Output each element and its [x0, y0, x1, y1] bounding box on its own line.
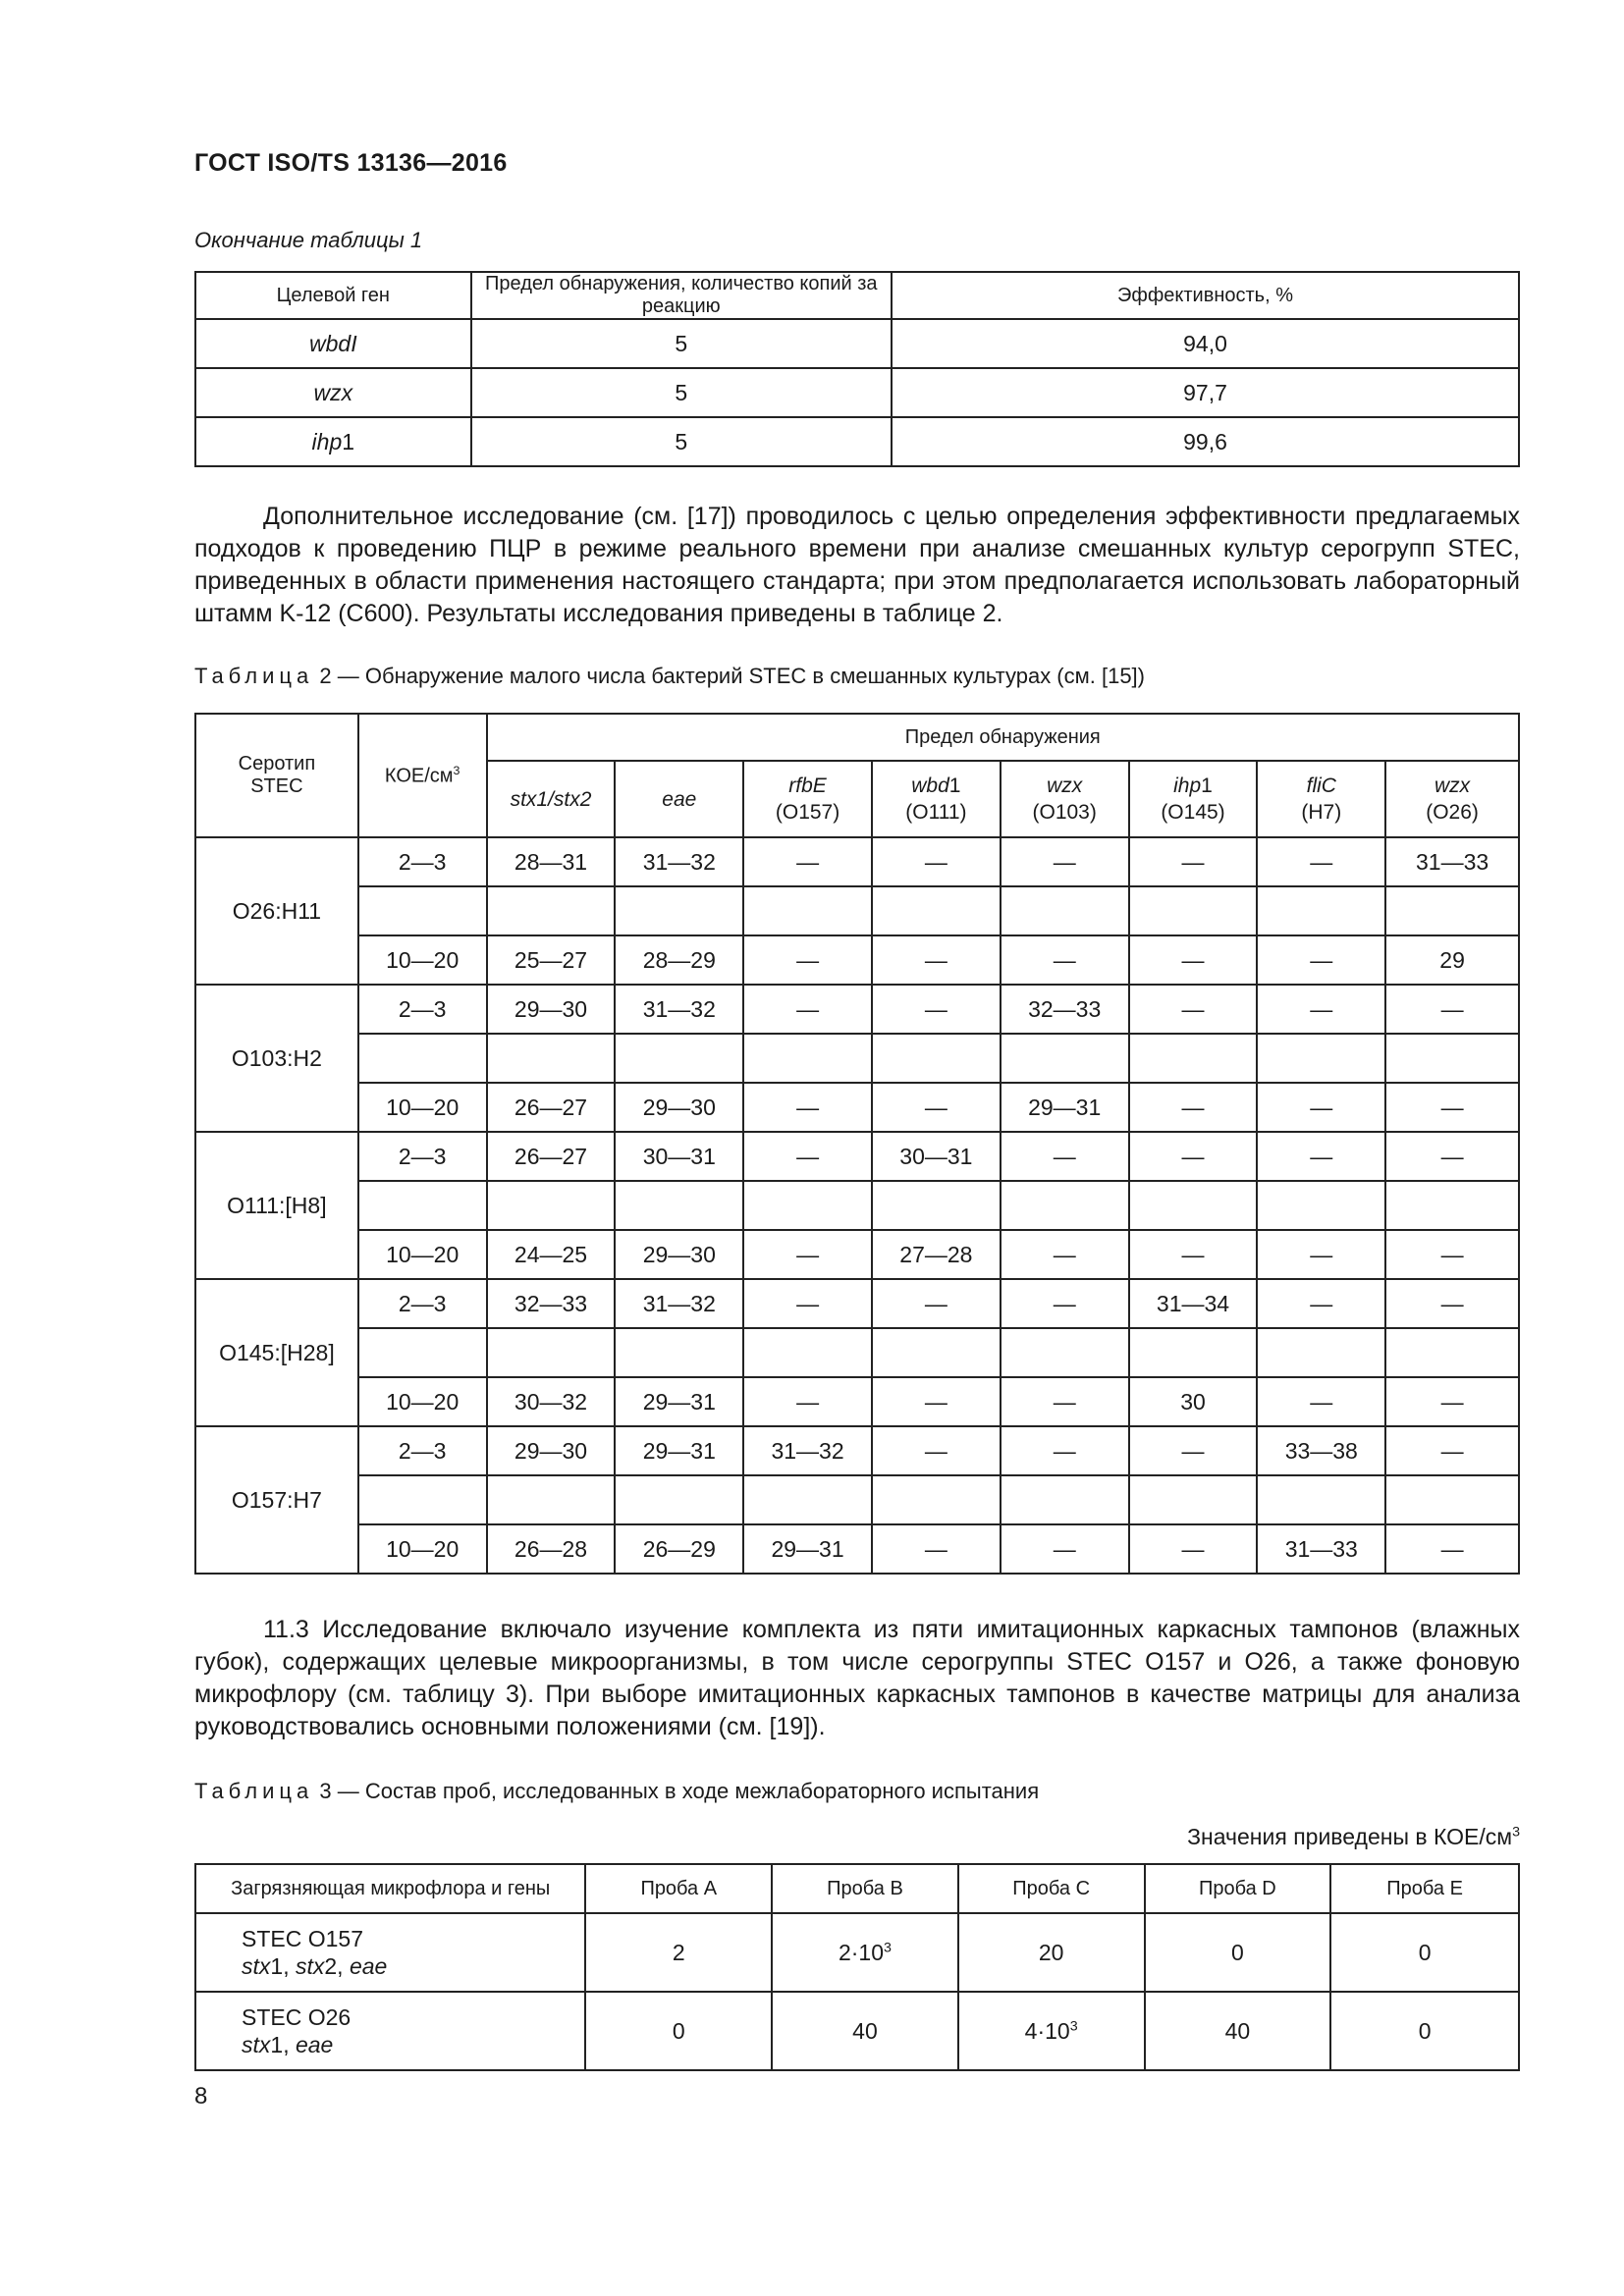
table-cell: —	[872, 1524, 1001, 1574]
table-cell	[358, 1034, 487, 1083]
table-cell	[1385, 1034, 1519, 1083]
table-cell	[1001, 1328, 1129, 1377]
table-cell: 29—31	[743, 1524, 872, 1574]
table-cell: —	[1257, 1083, 1385, 1132]
table-cell: 28—29	[615, 935, 743, 985]
table-cell	[1385, 1328, 1519, 1377]
table-cell	[1129, 1328, 1258, 1377]
table-row	[195, 935, 1519, 985]
table-row	[195, 368, 1519, 417]
table2-header-limit: Предел обнаружения	[487, 714, 1519, 761]
table-cell: 10—20	[358, 1524, 487, 1574]
table-row	[195, 1034, 1519, 1083]
paragraph-2	[194, 1614, 1520, 1743]
table-cell: —	[1257, 985, 1385, 1034]
table-row	[195, 1132, 1519, 1181]
table2-header-gene	[1385, 761, 1519, 837]
table-cell: 2—3	[358, 985, 487, 1034]
table-cell: 94,0	[892, 319, 1519, 368]
table-cell	[743, 1475, 872, 1524]
table-cell: —	[1129, 1083, 1258, 1132]
serotype-cell: O111:[H8]	[195, 1132, 358, 1279]
table-cell: —	[1001, 837, 1129, 886]
table-cell: —	[1129, 1426, 1258, 1475]
table-cell: 97,7	[892, 368, 1519, 417]
table-cell: —	[743, 837, 872, 886]
table-cell: —	[1257, 1132, 1385, 1181]
gene-suffix: 1	[270, 2032, 284, 2057]
table-row	[195, 837, 1519, 886]
table-cell: 29—30	[487, 985, 616, 1034]
table-cell: 31—33	[1257, 1524, 1385, 1574]
table-cell: —	[1385, 1132, 1519, 1181]
table-cell: 2—3	[358, 1426, 487, 1475]
table3-header-sample: Проба E	[1330, 1864, 1519, 1913]
table-row	[195, 886, 1519, 935]
table-cell: 2	[585, 1913, 772, 1992]
table3-header-sample: Проба B	[772, 1864, 958, 1913]
table-cell: —	[1001, 1524, 1129, 1574]
organism-name: STEC O157	[242, 1926, 363, 1951]
table1-caption: Окончание таблицы 1	[194, 228, 423, 252]
table-cell	[358, 1181, 487, 1230]
table-row	[195, 1083, 1519, 1132]
gene-name: wzx	[313, 379, 353, 405]
serotype-cell: O103:H2	[195, 985, 358, 1132]
table-row	[195, 985, 1519, 1034]
microflora-cell	[195, 1992, 585, 2070]
table-cell: 29—31	[615, 1426, 743, 1475]
table-cell: $4\cdot 10^3$	[958, 1992, 1145, 2070]
table-row	[195, 417, 1519, 466]
table-cell: 29—30	[615, 1083, 743, 1132]
exponent: 3	[884, 1939, 892, 1955]
table-cell: 31—33	[1385, 837, 1519, 886]
gene-name: rfbE	[788, 774, 827, 797]
table-cell: 2—3	[358, 1279, 487, 1328]
table-cell: —	[1257, 1279, 1385, 1328]
table-cell	[872, 1328, 1001, 1377]
table-cell	[1129, 1181, 1258, 1230]
gene-suffix: 1	[342, 428, 355, 454]
table2-header-koe: КОЕ/$см^3$	[358, 714, 487, 837]
table-cell: —	[1257, 1377, 1385, 1426]
table-cell	[615, 1475, 743, 1524]
table-cell: 10—20	[358, 935, 487, 985]
table-cell: 29—30	[615, 1230, 743, 1279]
table-cell	[872, 1475, 1001, 1524]
gene-name: stx1/stx2	[510, 787, 592, 811]
table-cell: —	[743, 935, 872, 985]
table-cell: —	[1001, 935, 1129, 985]
microflora-cell	[195, 1913, 585, 1992]
table-row	[195, 1524, 1519, 1574]
table-cell: —	[1129, 1132, 1258, 1181]
table-cell	[872, 1181, 1001, 1230]
gene-suffix: 1	[270, 1953, 284, 1979]
table3-caption	[194, 1779, 1039, 1804]
gene-name: wzx	[1047, 774, 1083, 797]
gene-serogroup: (O103)	[1032, 801, 1097, 824]
gene-suffix: 1	[948, 774, 961, 797]
table-cell	[743, 1181, 872, 1230]
table-cell: 26—29	[615, 1524, 743, 1574]
table-cell	[487, 1181, 616, 1230]
table-cell: 30—31	[615, 1132, 743, 1181]
table-cell: 33—38	[1257, 1426, 1385, 1475]
table-cell	[1257, 1034, 1385, 1083]
gene-name: ihp	[311, 428, 343, 454]
table3-header-sample: Проба A	[585, 1864, 772, 1913]
table-cell	[615, 886, 743, 935]
gene-serogroup: (O26)	[1426, 801, 1479, 824]
table-cell: —	[1257, 1230, 1385, 1279]
table-label: Таблица	[194, 664, 314, 688]
table2-header-gene	[487, 761, 616, 837]
table-cell	[1257, 1328, 1385, 1377]
table3-header-sample: Проба D	[1145, 1864, 1331, 1913]
table-cell: —	[1129, 985, 1258, 1034]
table-cell: 31—34	[1129, 1279, 1258, 1328]
table-cell	[1129, 1034, 1258, 1083]
table-cell: 0	[585, 1992, 772, 2070]
table-cell: —	[743, 1230, 872, 1279]
gene-serogroup: (H7)	[1301, 801, 1342, 824]
table-cell: 31—32	[615, 837, 743, 886]
table-cell: 2—3	[358, 837, 487, 886]
table-cell	[487, 1034, 616, 1083]
table-cell: —	[872, 1279, 1001, 1328]
page-number: 8	[194, 2083, 208, 2109]
table-cell: —	[743, 1083, 872, 1132]
table-cell	[615, 1328, 743, 1377]
gene-name: eae	[662, 787, 697, 811]
table-cell: —	[1001, 1279, 1129, 1328]
gene-name: ihp	[1173, 774, 1202, 797]
paragraph-1-text: Дополнительное исследование (см. [17]) проводилось с целью определения эффективности предлагаемых подходов к проведению ПЦР в режиме реального времени при анализе смешанных культур серогрупп STEC, приведенных в области применения настоящего стандарта; при этом предполагается использовать лабораторный штамм K-12 (C600). Результаты исследования приведены в таблице 2.	[194, 503, 1520, 627]
table-cell: —	[1385, 1279, 1519, 1328]
table-cell	[1385, 1181, 1519, 1230]
gene-serogroup: (O145)	[1161, 801, 1225, 824]
table-cell: 26—27	[487, 1083, 616, 1132]
table-row	[195, 1475, 1519, 1524]
table-cell: —	[1129, 935, 1258, 985]
table-cell: —	[743, 1132, 872, 1181]
exponent: 3	[1069, 2017, 1078, 2034]
table-cell: —	[1129, 1524, 1258, 1574]
table1-header-gene: Целевой ген	[195, 272, 471, 319]
table-cell: 99,6	[892, 417, 1519, 466]
gene-name: stx	[295, 1953, 325, 1979]
table-cell: —	[743, 985, 872, 1034]
units-note: Значения приведены в КОЕ/$см^3$	[1187, 1824, 1520, 1849]
gene-name: wbd	[911, 774, 949, 797]
table2-header-gene	[1001, 761, 1129, 837]
table2-header-gene	[1257, 761, 1385, 837]
table-cell: 29	[1385, 935, 1519, 985]
table2-header-gene	[1129, 761, 1258, 837]
gene-list: stx1, eae	[242, 2032, 334, 2057]
table-1	[194, 271, 1520, 467]
table2-header-gene	[743, 761, 872, 837]
table-label: Таблица	[194, 1779, 314, 1803]
table-cell: 32—33	[1001, 985, 1129, 1034]
table-cell	[615, 1034, 743, 1083]
table-row	[195, 1230, 1519, 1279]
table2-header-gene	[615, 761, 743, 837]
table-cell: 30	[1129, 1377, 1258, 1426]
table-cell: —	[1001, 1426, 1129, 1475]
table-cell	[1385, 886, 1519, 935]
table1-header-limit: Предел обнаружения, количество копий за реакцию	[471, 272, 892, 319]
table-cell: —	[1385, 1083, 1519, 1132]
table2-caption	[194, 664, 1145, 689]
table-cell: $2\cdot 10^3$	[772, 1913, 958, 1992]
table-cell: —	[1385, 1230, 1519, 1279]
table-cell	[487, 1328, 616, 1377]
gene-name: wbdI	[309, 330, 357, 356]
table-cell: —	[743, 1279, 872, 1328]
table-cell: 29—31	[615, 1377, 743, 1426]
table-cell	[1001, 1181, 1129, 1230]
table-cell: 10—20	[358, 1377, 487, 1426]
table-cell: —	[1001, 1230, 1129, 1279]
table-row	[195, 319, 1519, 368]
table-cell: 5	[471, 319, 892, 368]
table-cell: 29—31	[1001, 1083, 1129, 1132]
table-cell	[872, 1034, 1001, 1083]
gene-name: eae	[295, 2032, 334, 2057]
gene-suffix: 1	[1201, 774, 1213, 797]
gene-name: stx	[242, 1953, 271, 1979]
table-cell	[358, 886, 487, 935]
table2-header-serotype: Серотип STEC	[195, 714, 358, 837]
serotype-cell: O26:H11	[195, 837, 358, 985]
gene-suffix: 2	[324, 1953, 338, 1979]
table-cell: 30—32	[487, 1377, 616, 1426]
table-cell: 31—32	[615, 985, 743, 1034]
table-cell	[1001, 1475, 1129, 1524]
table3-title: 3 — Состав проб, исследованных в ходе межлабораторного испытания	[319, 1779, 1040, 1803]
table-cell	[743, 886, 872, 935]
table-cell: 0	[1330, 1992, 1519, 2070]
table-2	[194, 713, 1520, 1575]
table-cell: 31—32	[743, 1426, 872, 1475]
paragraph-1	[194, 501, 1520, 630]
table-3	[194, 1863, 1520, 2071]
gene-name: fliC	[1306, 774, 1336, 797]
gene-serogroup: (O111)	[905, 801, 967, 824]
document-header: ГОСТ ISO/TS 13136—2016	[194, 149, 508, 177]
table-cell: —	[1129, 837, 1258, 886]
table-cell	[1129, 1475, 1258, 1524]
table-cell: 26—27	[487, 1132, 616, 1181]
gene-serogroup: (O157)	[775, 801, 840, 824]
table-cell: 24—25	[487, 1230, 616, 1279]
table-cell: 28—31	[487, 837, 616, 886]
table-cell	[1001, 886, 1129, 935]
serotype-cell: O157:H7	[195, 1426, 358, 1574]
table-cell: 40	[772, 1992, 958, 2070]
table-cell: 5	[471, 417, 892, 466]
table-row	[195, 1328, 1519, 1377]
table-cell: 29—30	[487, 1426, 616, 1475]
table-cell: 31—32	[615, 1279, 743, 1328]
table-cell: —	[872, 1083, 1001, 1132]
table-cell: 2—3	[358, 1132, 487, 1181]
table-cell: 30—31	[872, 1132, 1001, 1181]
table-row	[195, 1426, 1519, 1475]
paragraph-2-text: 11.3 Исследование включало изучение комплекта из пяти имитационных каркасных тампонов (влажных губок), содержащих целевые микроорганизмы, в том числе серогруппы STEC O157 и O26, а также фоновую микрофлору (см. таблицу 3). При выборе имитационных каркасных тампонов в качестве матрицы для анализа руководствовались основными положениями (см. [19]).	[194, 1616, 1520, 1740]
table-row	[195, 1377, 1519, 1426]
table-cell: —	[1257, 837, 1385, 886]
table-cell: —	[1385, 1377, 1519, 1426]
table-cell: 5	[471, 368, 892, 417]
table-cell	[1257, 886, 1385, 935]
table1-header-efficiency: Эффективность, %	[892, 272, 1519, 319]
table-cell: —	[872, 935, 1001, 985]
table-cell: 25—27	[487, 935, 616, 985]
table-cell	[358, 1475, 487, 1524]
table-cell: —	[1001, 1377, 1129, 1426]
table2-header-gene	[872, 761, 1001, 837]
table-cell: 32—33	[487, 1279, 616, 1328]
table-cell: —	[1385, 985, 1519, 1034]
table-cell: 0	[1330, 1913, 1519, 1992]
table-cell	[743, 1034, 872, 1083]
gene-name: wzx	[1434, 774, 1471, 797]
table-cell: —	[1001, 1132, 1129, 1181]
table-cell: 10—20	[358, 1083, 487, 1132]
table-row	[195, 1913, 1519, 1992]
table-cell	[1257, 1475, 1385, 1524]
table3-header-microflora: Загрязняющая микрофлора и гены	[195, 1864, 585, 1913]
table-cell	[615, 1181, 743, 1230]
table-cell: 40	[1145, 1992, 1331, 2070]
table-cell	[487, 886, 616, 935]
table2-title: 2 — Обнаружение малого числа бактерий STEC в смешанных культурах (см. [15])	[319, 664, 1145, 688]
table-cell	[358, 1328, 487, 1377]
table-cell	[743, 1328, 872, 1377]
table-cell: 27—28	[872, 1230, 1001, 1279]
table-cell: —	[872, 837, 1001, 886]
table-cell: 0	[1145, 1913, 1331, 1992]
table3-header-sample: Проба C	[958, 1864, 1145, 1913]
table-cell: —	[1257, 935, 1385, 985]
gene-name: eae	[349, 1953, 388, 1979]
table-row	[195, 1279, 1519, 1328]
table-cell: 10—20	[358, 1230, 487, 1279]
table-cell: —	[872, 985, 1001, 1034]
table-row	[195, 1992, 1519, 2070]
table-cell: 20	[958, 1913, 1145, 1992]
table-cell	[1129, 886, 1258, 935]
table-cell	[872, 886, 1001, 935]
table-row	[195, 1181, 1519, 1230]
table-cell	[1257, 1181, 1385, 1230]
table-cell	[1001, 1034, 1129, 1083]
table-cell	[487, 1475, 616, 1524]
table-cell: 26—28	[487, 1524, 616, 1574]
gene-list: stx1, stx2, eae	[242, 1953, 388, 1979]
serotype-cell: O145:[H28]	[195, 1279, 358, 1426]
organism-name: STEC O26	[242, 2004, 352, 2030]
table-cell: —	[1385, 1524, 1519, 1574]
table-cell	[1385, 1475, 1519, 1524]
table-cell: —	[1129, 1230, 1258, 1279]
table-cell: —	[743, 1377, 872, 1426]
table-cell: —	[872, 1377, 1001, 1426]
table-cell: —	[1385, 1426, 1519, 1475]
table-cell: —	[872, 1426, 1001, 1475]
gene-name: stx	[242, 2032, 271, 2057]
